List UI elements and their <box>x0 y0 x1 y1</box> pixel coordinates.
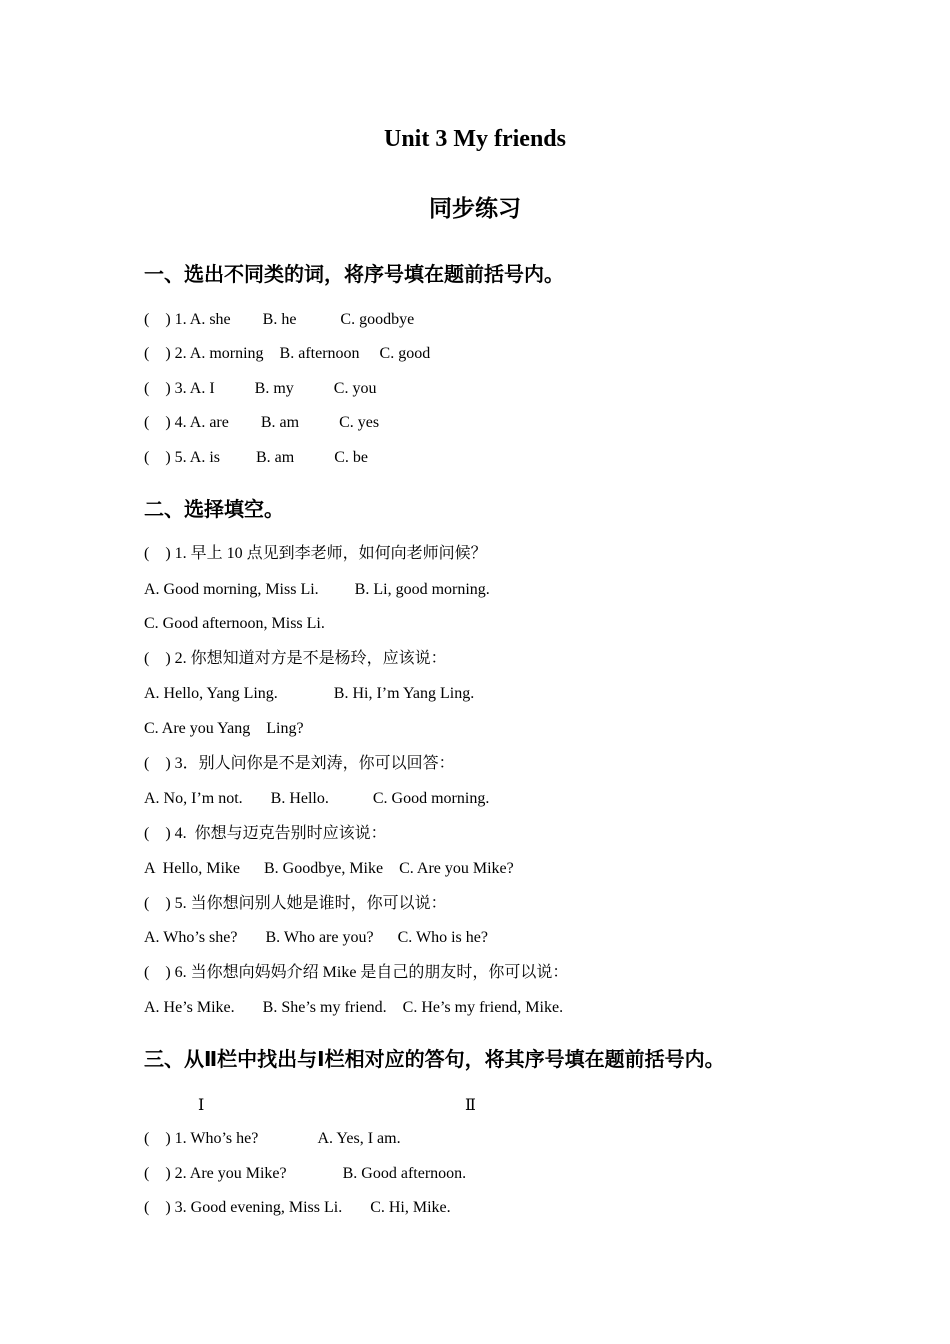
section2-options-4: A Hello, Mike B. Goodbye, Mike C. Are you Mike? <box>144 860 514 877</box>
section2-options-6: A. He’s Mike. B. She’s my friend. C. He’s my friend, Mike. <box>144 999 564 1016</box>
section3-item-2: ( ) 2. Are you Mike? B. Good afternoon. <box>144 1165 467 1182</box>
section2-options-2b: C. Are you Yang Ling? <box>144 720 304 737</box>
section3-heading: 三、从Ⅱ栏中找出与Ⅰ栏相对应的答句，将其序号填在题前括号内。 <box>144 1047 725 1071</box>
page-subtitle: 同步练习 <box>429 196 521 222</box>
section1-item-3: ( ) 3. A. I B. my C. you <box>144 380 377 397</box>
section2-question-1: ( ) 1. 早上 10 点见到李老师，如何向老师问候？ <box>144 545 487 562</box>
section2-options-3: A. No, I’m not. B. Hello. C. Good morning. <box>144 790 490 807</box>
section2-options-2a: A. Hello, Yang Ling. B. Hi, I’m Yang Ling. <box>144 685 475 702</box>
section1-item-1: ( ) 1. A. she B. he C. goodbye <box>144 311 415 328</box>
section1-item-2: ( ) 2. A. morning B. afternoon C. good <box>144 345 431 362</box>
section3-item-1: ( ) 1. Who’s he? A. Yes, I am. <box>144 1130 401 1147</box>
column-1-label: Ⅰ <box>198 1097 205 1114</box>
section2-options-5: A. Who’s she? B. Who are you? C. Who is he? <box>144 929 488 946</box>
column-2-label: Ⅱ <box>465 1097 476 1114</box>
section2-question-2: ( ) 2. 你想知道对方是不是杨玲，应该说： <box>144 650 447 667</box>
section2-question-3: ( ) 3．别人问你是不是刘涛，你可以回答： <box>144 755 455 772</box>
section3-item-3: ( ) 3. Good evening, Miss Li. C. Hi, Mike. <box>144 1199 451 1216</box>
page-title: Unit 3 My friends <box>384 126 566 152</box>
section1-item-4: ( ) 4. A. are B. am C. yes <box>144 414 380 431</box>
section2-options-1a: A. Good morning, Miss Li. B. Li, good morning. <box>144 581 490 598</box>
section2-question-6: ( ) 6. 当你想向妈妈介绍 Mike 是自己的朋友时，你可以说： <box>144 964 569 981</box>
section2-heading: 二、选择填空。 <box>144 497 284 521</box>
section1-heading: 一、选出不同类的词，将序号填在题前括号内。 <box>144 262 564 286</box>
section2-question-4: ( ) 4. 你想与迈克告别时应该说： <box>144 825 387 842</box>
section2-options-1b: C. Good afternoon, Miss Li. <box>144 615 325 632</box>
section1-item-5: ( ) 5. A. is B. am C. be <box>144 449 368 466</box>
section2-question-5: ( ) 5. 当你想问别人她是谁时，你可以说： <box>144 895 447 912</box>
